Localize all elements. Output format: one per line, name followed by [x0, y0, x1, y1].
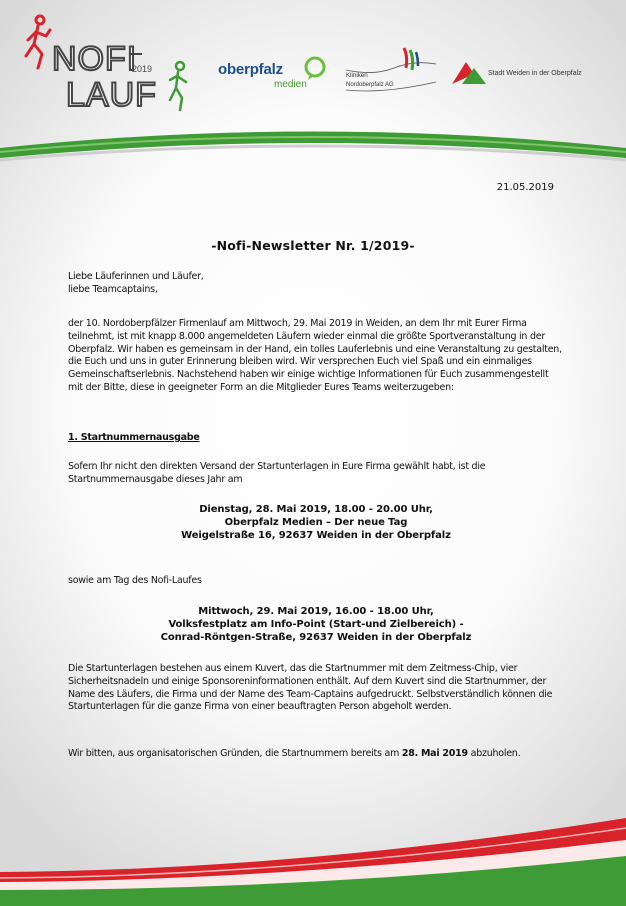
medien-logo-text: medien [274, 79, 307, 90]
section1-intro [68, 461, 564, 487]
stadt-weiden-logo [452, 58, 622, 88]
startunterlagen-text: Die Startunterlagen bestehen aus einem Kuvert, das die Startnummer mit dem Zeitmess-Chip, vier Sicherheitsnadeln und einige Sponsoreninformationen enthält. Auf dem Kuvert sind die Startnummer, der Name des Läufers, die Firma und der Name des Team-Captains aufgedruckt. Selbstverständlich können die Startunterlagen für die ganze Firma von einer beauftragten Person abgeholt werden. [68, 663, 553, 713]
stadt-weiden-label: Stadt Weiden in der Oberpfalz [488, 70, 582, 77]
city-emblem-icon [452, 58, 486, 86]
between-line: sowie am Tag des Nofi-Laufes [68, 575, 202, 586]
request-paragraph [68, 748, 564, 761]
appointment-line: Mittwoch, 29. Mai 2019, 16.00 - 18.00 Uhr, [198, 606, 434, 617]
greeting [68, 271, 564, 297]
request-text [68, 748, 564, 761]
newsletter-title: -Nofi-Newsletter Nr. 1/2019- [211, 238, 415, 253]
oberpfalz-logo-text: oberpfalz [218, 61, 283, 78]
intro-text: der 10. Nordoberpfälzer Firmenlauf am Mittwoch, 29. Mai 2019 in Weiden, an dem Ihr mit Eurer Firma teilnehmt, ist mit knapp 8.000 angemeldeten Läufern wieder einmal die größte Sportveranstaltung in der Oberpfalz. Wir haben es gemeinsam in der Hand, ein tolles Lauferlebnis und eine Veranstaltung zu gestalten, die Euch und uns in guter Erinnerung bleiben wird. Wir versprechen Euch viel Spaß und ein einmaliges Gemeinschaftserlebnis. Nachstehend haben wir einige wichtige Informationen für Euch zusammengestellt mit der Bitte, diese in geeigneter Form an die Mitglieder Eures Teams weiterzugeben: [68, 318, 562, 393]
appointment-line: Conrad-Röntgen-Straße, 92637 Weiden in der Oberpfalz [160, 632, 472, 644]
request-suffix: abzuholen. [467, 748, 521, 759]
intro-paragraph [68, 318, 564, 395]
section-heading [68, 432, 564, 445]
svg-text:2019: 2019 [132, 64, 153, 74]
startunterlagen-paragraph [68, 663, 564, 714]
appointment-line: Weigelstraße 16, 92637 Weiden in der Oberpfalz [181, 530, 451, 542]
appointment-line: Oberpfalz Medien – Der neue Tag [224, 517, 408, 529]
footer-swoosh [0, 810, 626, 906]
request-date: 28. Mai 2019 [401, 748, 468, 759]
svg-text:LAUF: LAUF [66, 76, 157, 114]
section1-heading: 1. Startnummernausgabe [68, 432, 200, 443]
letterhead [0, 0, 626, 175]
appointment-1 [68, 503, 564, 543]
header-swoosh [0, 110, 626, 175]
speech-bubble-icon [302, 55, 328, 81]
greeting-line: Liebe Läuferinnen und Läufer, [68, 271, 204, 282]
letter-date: 21.05.2019 [496, 182, 554, 193]
appointment-line: Dienstag, 28. Mai 2019, 18.00 - 20.00 Uhr, [199, 504, 433, 515]
greeting-line: liebe Teamcaptains, [68, 283, 158, 295]
kliniken-label: Kliniken [346, 72, 368, 79]
nordoberpfalz-label: Nordoberpfalz AG [346, 82, 394, 88]
oberpfalz-medien-logo [218, 55, 328, 95]
nofi-lauf-logo [22, 14, 202, 114]
svg-text:NOFI: NOFI [52, 40, 138, 78]
appointment-line: Volksfestplatz am Info-Point (Start-und Zielbereich) - [168, 619, 464, 631]
request-prefix: Wir bitten, aus organisatorischen Gründen, die Startnummern bereits am [68, 748, 402, 759]
appointment-2 [68, 605, 564, 645]
between-text [68, 575, 564, 588]
section1-intro-text: Sofern Ihr nicht den direkten Versand der Startunterlagen in Eure Firma gewählt habt, ist die Startnummernausgabe dieses Jahr am [68, 461, 486, 485]
kliniken-nordoberpfalz-logo [344, 46, 439, 96]
